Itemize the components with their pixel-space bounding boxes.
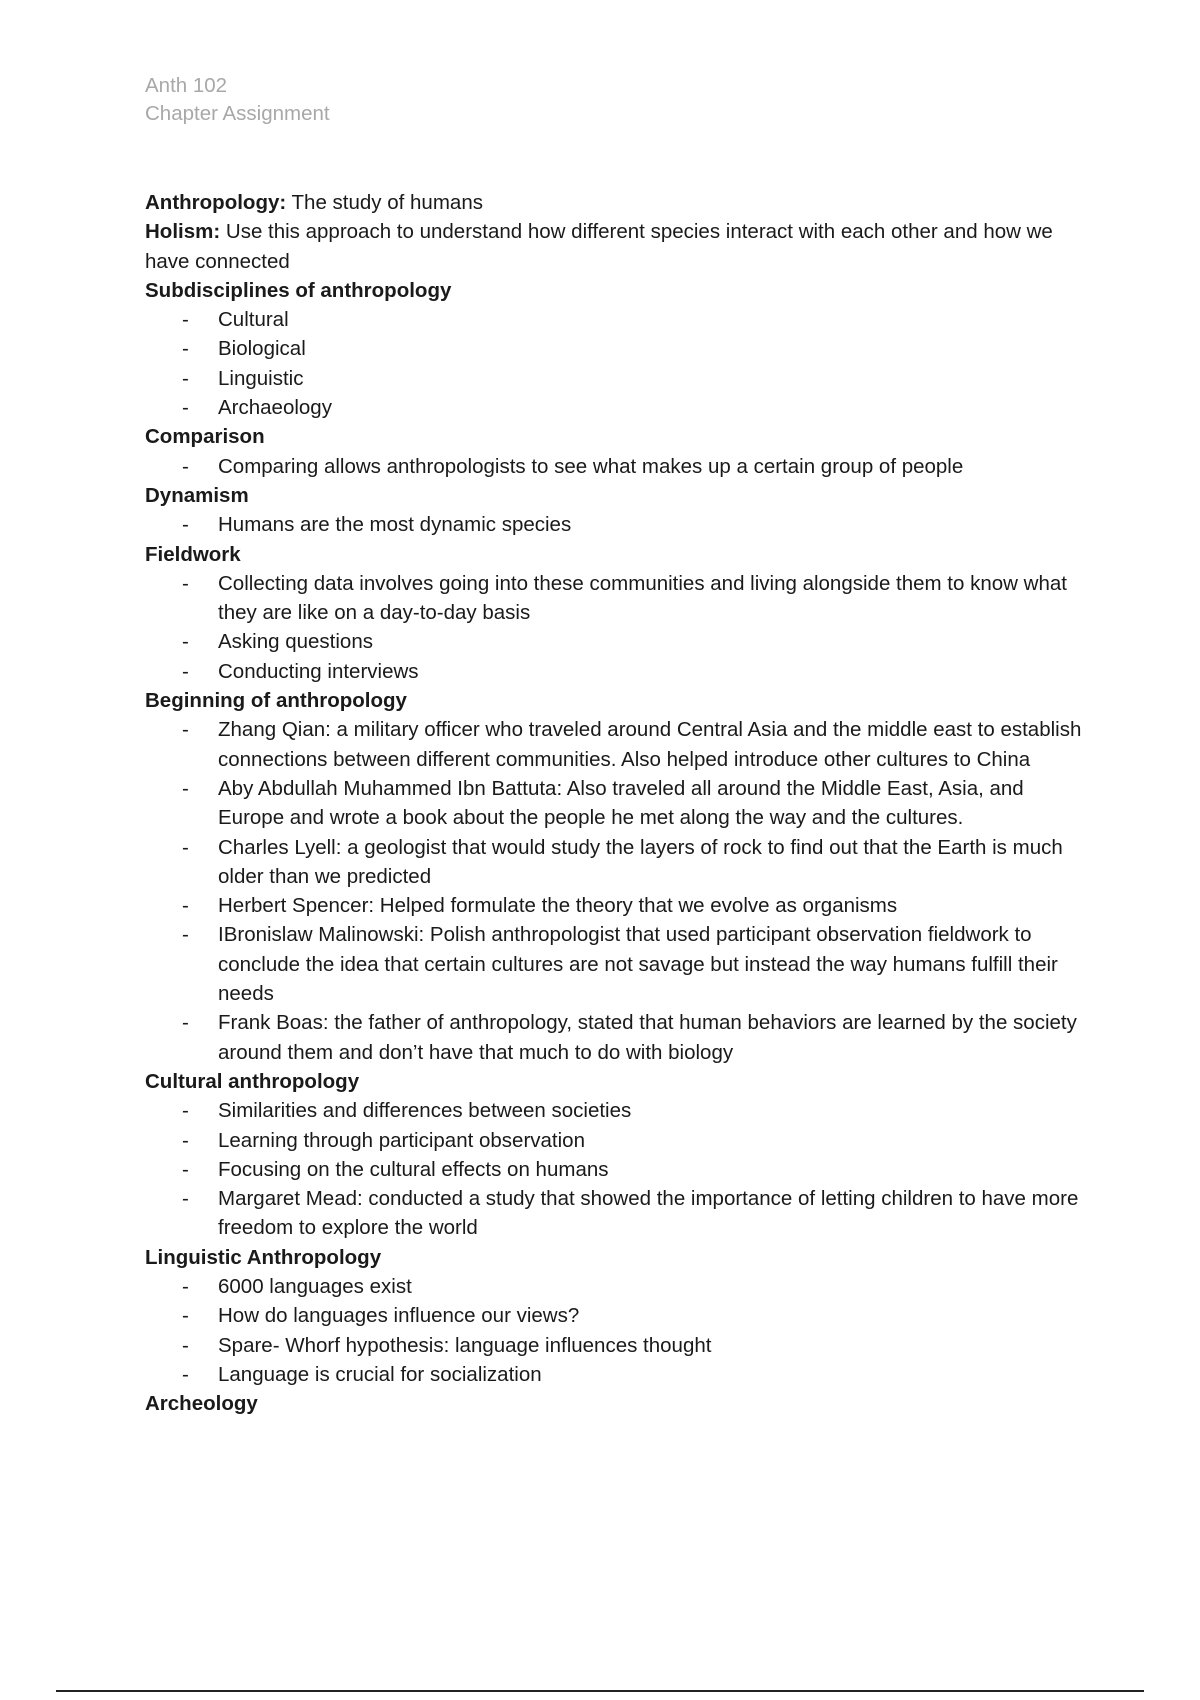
list-item-text: Language is crucial for socialization — [218, 1362, 542, 1386]
list-item — [145, 1184, 1095, 1243]
list-item — [145, 1360, 1095, 1389]
course-name: Anth 102 — [145, 74, 228, 97]
list-item-text: Zhang Qian: a military officer who traveled around Central Asia and the middle east to establish connections between different communities. Also helped introduce other cultures to China — [218, 718, 1082, 771]
bullet-dash: - — [182, 1128, 189, 1152]
list-item-text: Aby Abdullah Muhammed Ibn Battuta: Also traveled all around the Middle East, Asia, and Europe and wrote a book about the people he met along the way and the cultures. — [218, 776, 1024, 830]
bullet-dash: - — [182, 894, 189, 918]
bullet-dash: - — [182, 454, 189, 478]
list-item-text: Linguistic — [218, 366, 304, 390]
bullet-dash: - — [182, 1304, 189, 1328]
bullet-dash: - — [182, 659, 189, 683]
list-item — [145, 833, 1095, 892]
bullet-dash: - — [182, 308, 189, 332]
definition-term: Holism: — [145, 220, 221, 244]
list-item — [145, 569, 1095, 628]
list-item-text: Learning through participant observation — [218, 1128, 585, 1152]
list-item — [145, 891, 1095, 920]
list-item-text: Cultural — [218, 308, 289, 332]
list-item-text: Biological — [218, 337, 306, 361]
list-item — [145, 1126, 1095, 1155]
bullet-dash: - — [182, 1362, 189, 1386]
section-list — [145, 1272, 1095, 1389]
section-heading: Linguistic Anthropology — [145, 1245, 382, 1269]
section-list — [145, 510, 1095, 539]
list-item-text: Archaeology — [218, 396, 332, 420]
bullet-dash: - — [182, 1187, 189, 1211]
list-item — [145, 1096, 1095, 1125]
bullet-dash: - — [182, 1274, 189, 1298]
list-item-text: Asking questions — [218, 630, 373, 654]
list-item — [145, 774, 1095, 833]
list-item-text: Comparing allows anthropologists to see what makes up a certain group of people — [218, 454, 964, 478]
list-item-text: Charles Lyell: a geologist that would study the layers of rock to find out that the Earth is much older than we predicted — [218, 835, 1063, 888]
page-bottom-rule — [56, 1690, 1144, 1692]
bullet-dash: - — [182, 396, 189, 420]
list-item — [145, 1301, 1095, 1330]
bullet-dash: - — [182, 718, 189, 742]
list-item — [145, 657, 1095, 686]
bullet-dash: - — [182, 513, 189, 537]
document-body — [145, 188, 1095, 1418]
list-item-text: 6000 languages exist — [218, 1274, 412, 1298]
section-heading: Dynamism — [145, 483, 249, 507]
list-item-text: Conducting interviews — [218, 659, 419, 683]
section-heading: Archeology — [145, 1392, 258, 1416]
definition-term: Anthropology: — [145, 191, 287, 214]
list-item — [145, 393, 1095, 422]
list-item — [145, 305, 1095, 334]
bullet-dash: - — [182, 1333, 189, 1357]
list-item-text: Frank Boas: the father of anthropology, stated that human behaviors are learned by the society around them and don’t have that much to do with biology — [218, 1011, 1077, 1064]
list-item-text: Herbert Spencer: Helped formulate the theory that we evolve as organisms — [218, 894, 898, 918]
document-header — [145, 72, 330, 128]
bullet-dash: - — [182, 337, 189, 361]
list-item-text: Humans are the most dynamic species — [218, 513, 572, 537]
section-heading: Fieldwork — [145, 542, 241, 566]
list-item-text: Similarities and differences between societies — [218, 1099, 632, 1123]
list-item — [145, 627, 1095, 656]
definition-anthropology — [145, 188, 1095, 217]
definition-text: The study of humans — [286, 191, 483, 214]
section-list — [145, 715, 1095, 1067]
definition-text: Use this approach to understand how different species interact with each other and how we have connected — [145, 220, 1053, 273]
section-heading: Beginning of anthropology — [145, 689, 407, 713]
bullet-dash: - — [182, 835, 189, 859]
definition-holism — [145, 217, 1095, 276]
bullet-dash: - — [182, 1099, 189, 1123]
bullet-dash: - — [182, 571, 189, 595]
bullet-dash: - — [182, 1011, 189, 1035]
list-item-text: IBronislaw Malinowski: Polish anthropologist that used participant observation fieldwork to conclude the idea that certain cultures are not savage but instead the way humans fulfill their needs — [218, 923, 1058, 1006]
section-heading: Cultural anthropology — [145, 1069, 360, 1093]
section-heading: Subdisciplines of anthropology — [145, 278, 452, 302]
bullet-dash: - — [182, 1157, 189, 1181]
list-item-text: Margaret Mead: conducted a study that showed the importance of letting children to have more freedom to explore the world — [218, 1187, 1079, 1240]
section-list — [145, 1096, 1095, 1242]
list-item — [145, 452, 1095, 481]
list-item — [145, 1331, 1095, 1360]
list-item — [145, 1008, 1095, 1067]
bullet-dash: - — [182, 366, 189, 390]
section-list — [145, 452, 1095, 481]
section-list — [145, 305, 1095, 422]
list-item-text: Collecting data involves going into these communities and living alongside them to know what they are like on a day-to-day basis — [218, 571, 1067, 625]
list-item — [145, 920, 1095, 1008]
list-item — [145, 1155, 1095, 1184]
list-item-text: How do languages influence our views? — [218, 1304, 580, 1328]
list-item — [145, 364, 1095, 393]
list-item — [145, 334, 1095, 363]
section-heading: Comparison — [145, 425, 265, 449]
assignment-title: Chapter Assignment — [145, 102, 330, 125]
bullet-dash: - — [182, 776, 189, 800]
list-item-text: Focusing on the cultural effects on humans — [218, 1157, 609, 1181]
list-item — [145, 510, 1095, 539]
bullet-dash: - — [182, 923, 189, 947]
section-list — [145, 569, 1095, 686]
list-item — [145, 715, 1095, 774]
list-item-text: Spare- Whorf hypothesis: language influences thought — [218, 1333, 712, 1357]
list-item — [145, 1272, 1095, 1301]
bullet-dash: - — [182, 630, 189, 654]
